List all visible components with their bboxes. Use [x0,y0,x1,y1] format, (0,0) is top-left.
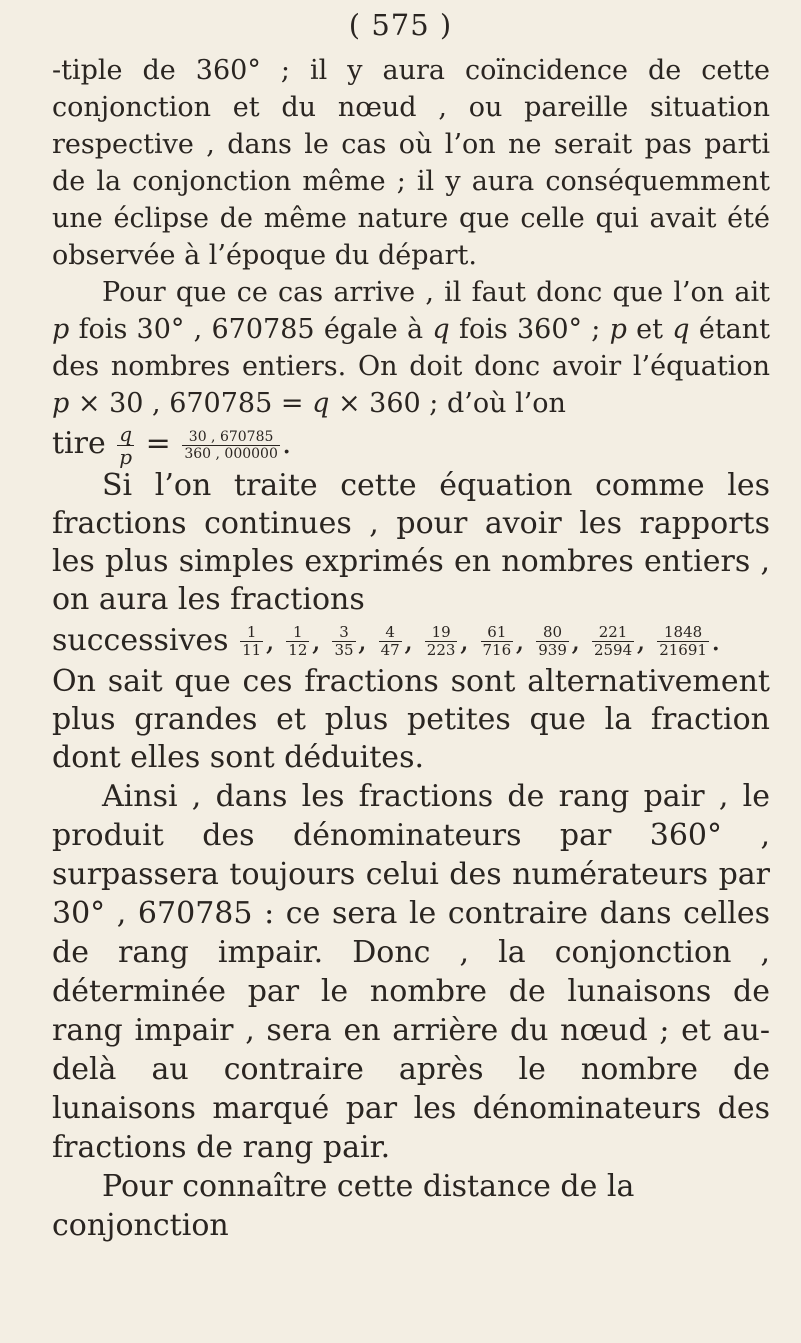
fraction-denominator: 716 [482,641,512,659]
p2-var-p3: p [52,388,70,419]
paragraph-4: On sait que ces fractions sont alternativement plus grandes et plus petites que la fraction dont elles sont déduites. [52,663,770,775]
p2-text-e: étant des nombres entiers. On doit donc avoir l’équation [52,314,771,382]
p2-text-a: Pour que ce cas arrive , il faut donc que l’on ait [102,277,770,308]
paragraph-1: -tiple de 360° ; il y aura coïncidence de cette conjonction et du nœud , ou pareille situation respective , dans le cas où l’on ne serait pas parti de la conjonction même ; il y aura conséquemment une éclipse de même nature que celle qui avait été observée à l’époque du départ. [52,55,770,271]
successive-fraction [657,625,709,658]
equals-sign: = [145,426,171,461]
page-number-header: ( 575 ) [348,8,453,42]
p2-var-p2: p [609,314,627,345]
q-over-p-fraction [117,421,134,469]
p2-var-q: q [432,314,450,345]
fraction-numerator: 80 [536,625,569,642]
p2-text-f: × 30 , 670785 = [77,388,304,419]
fraction-numerator: 61 [481,625,514,642]
fraction-denominator: 11 [242,641,262,659]
fraction-separator: . [710,622,721,658]
page-body [52,52,770,1245]
successive-fraction [592,625,634,658]
fraction-denominator: 21691 [659,641,707,659]
fraction-denominator: 939 [538,641,567,659]
fraction-denominator: 223 [426,641,456,659]
fraction-separator: , [357,622,377,658]
fraction-numerator: 221 [592,625,634,642]
successive-fraction [379,625,402,658]
successive-fraction [332,625,355,658]
fraction-separator: , [636,622,656,658]
p2-text-g: × 360 ; d’où l’on [337,388,566,419]
fraction-separator: , [403,622,423,658]
fraction-numerator: 1 [286,625,309,642]
fraction-denominator: 35 [334,641,354,659]
p2-var-p: p [52,314,70,345]
fraction-denominator: 2594 [593,641,633,659]
ratio-fraction [182,430,280,461]
fraction-separator: , [570,622,590,658]
paragraph-5: Ainsi , dans les fractions de rang pair , le produit des dénominateurs par 360° , surpassera toujours celui des numérateurs par 30° , 670785 : ce sera le contraire dans celles de rang impair. Donc , la conjonction , déterminée par le nombre de lunaisons de rang impair , sera en arrière du nœud ; et au-delà au contraire après le nombre de lunaisons marqué par les dénominateurs des fractions de rang pair. [52,778,770,1165]
period: . [281,426,292,461]
fraction-separator: , [515,622,535,658]
p2-var-q3: q [312,388,330,419]
tire-word: tire [52,426,106,461]
paragraph-3: Si l’on traite cette équation comme les fractions continues , pour avoir les rapports les plus simples exprimés en nombres entiers , on aura les fractions [52,467,770,617]
successive-fraction [240,625,263,658]
fraction-separator: , [265,622,285,658]
fraction-denominator: 47 [380,641,400,659]
successive-fraction [536,625,569,658]
p2-text-d: et [636,314,664,345]
fraction-numerator: 30 , 670785 [182,430,280,446]
fraction-denominator: 12 [288,641,308,659]
fraction-numerator: 19 [425,625,458,642]
fraction-numerator: 4 [379,625,402,642]
fraction-denominator: 360 , 000000 [184,445,278,462]
paragraph-2 [52,274,770,422]
fraction-numerator: 3 [332,625,355,642]
successive-fraction [286,625,309,658]
successive-fraction [425,625,458,658]
fraction-separator: , [459,622,479,658]
fraction-numerator: 1848 [657,625,709,642]
successive-fractions-line [52,619,770,663]
fraction-numerator: q [119,421,133,446]
successives-word: successives [52,622,229,658]
p2-text-b: fois 30° , 670785 égale à [78,314,424,345]
successive-fraction [481,625,514,658]
fraction-list [238,623,720,658]
paragraph-6: Pour connaître cette distance de la conjonction [52,1168,635,1243]
fraction-denominator: p [119,444,133,469]
fraction-numerator: 1 [240,625,263,642]
fraction-separator: , [311,622,331,658]
p2-var-q2: q [672,314,690,345]
p2-text-c: fois 360° ; [458,314,601,345]
equation-line [52,422,770,467]
